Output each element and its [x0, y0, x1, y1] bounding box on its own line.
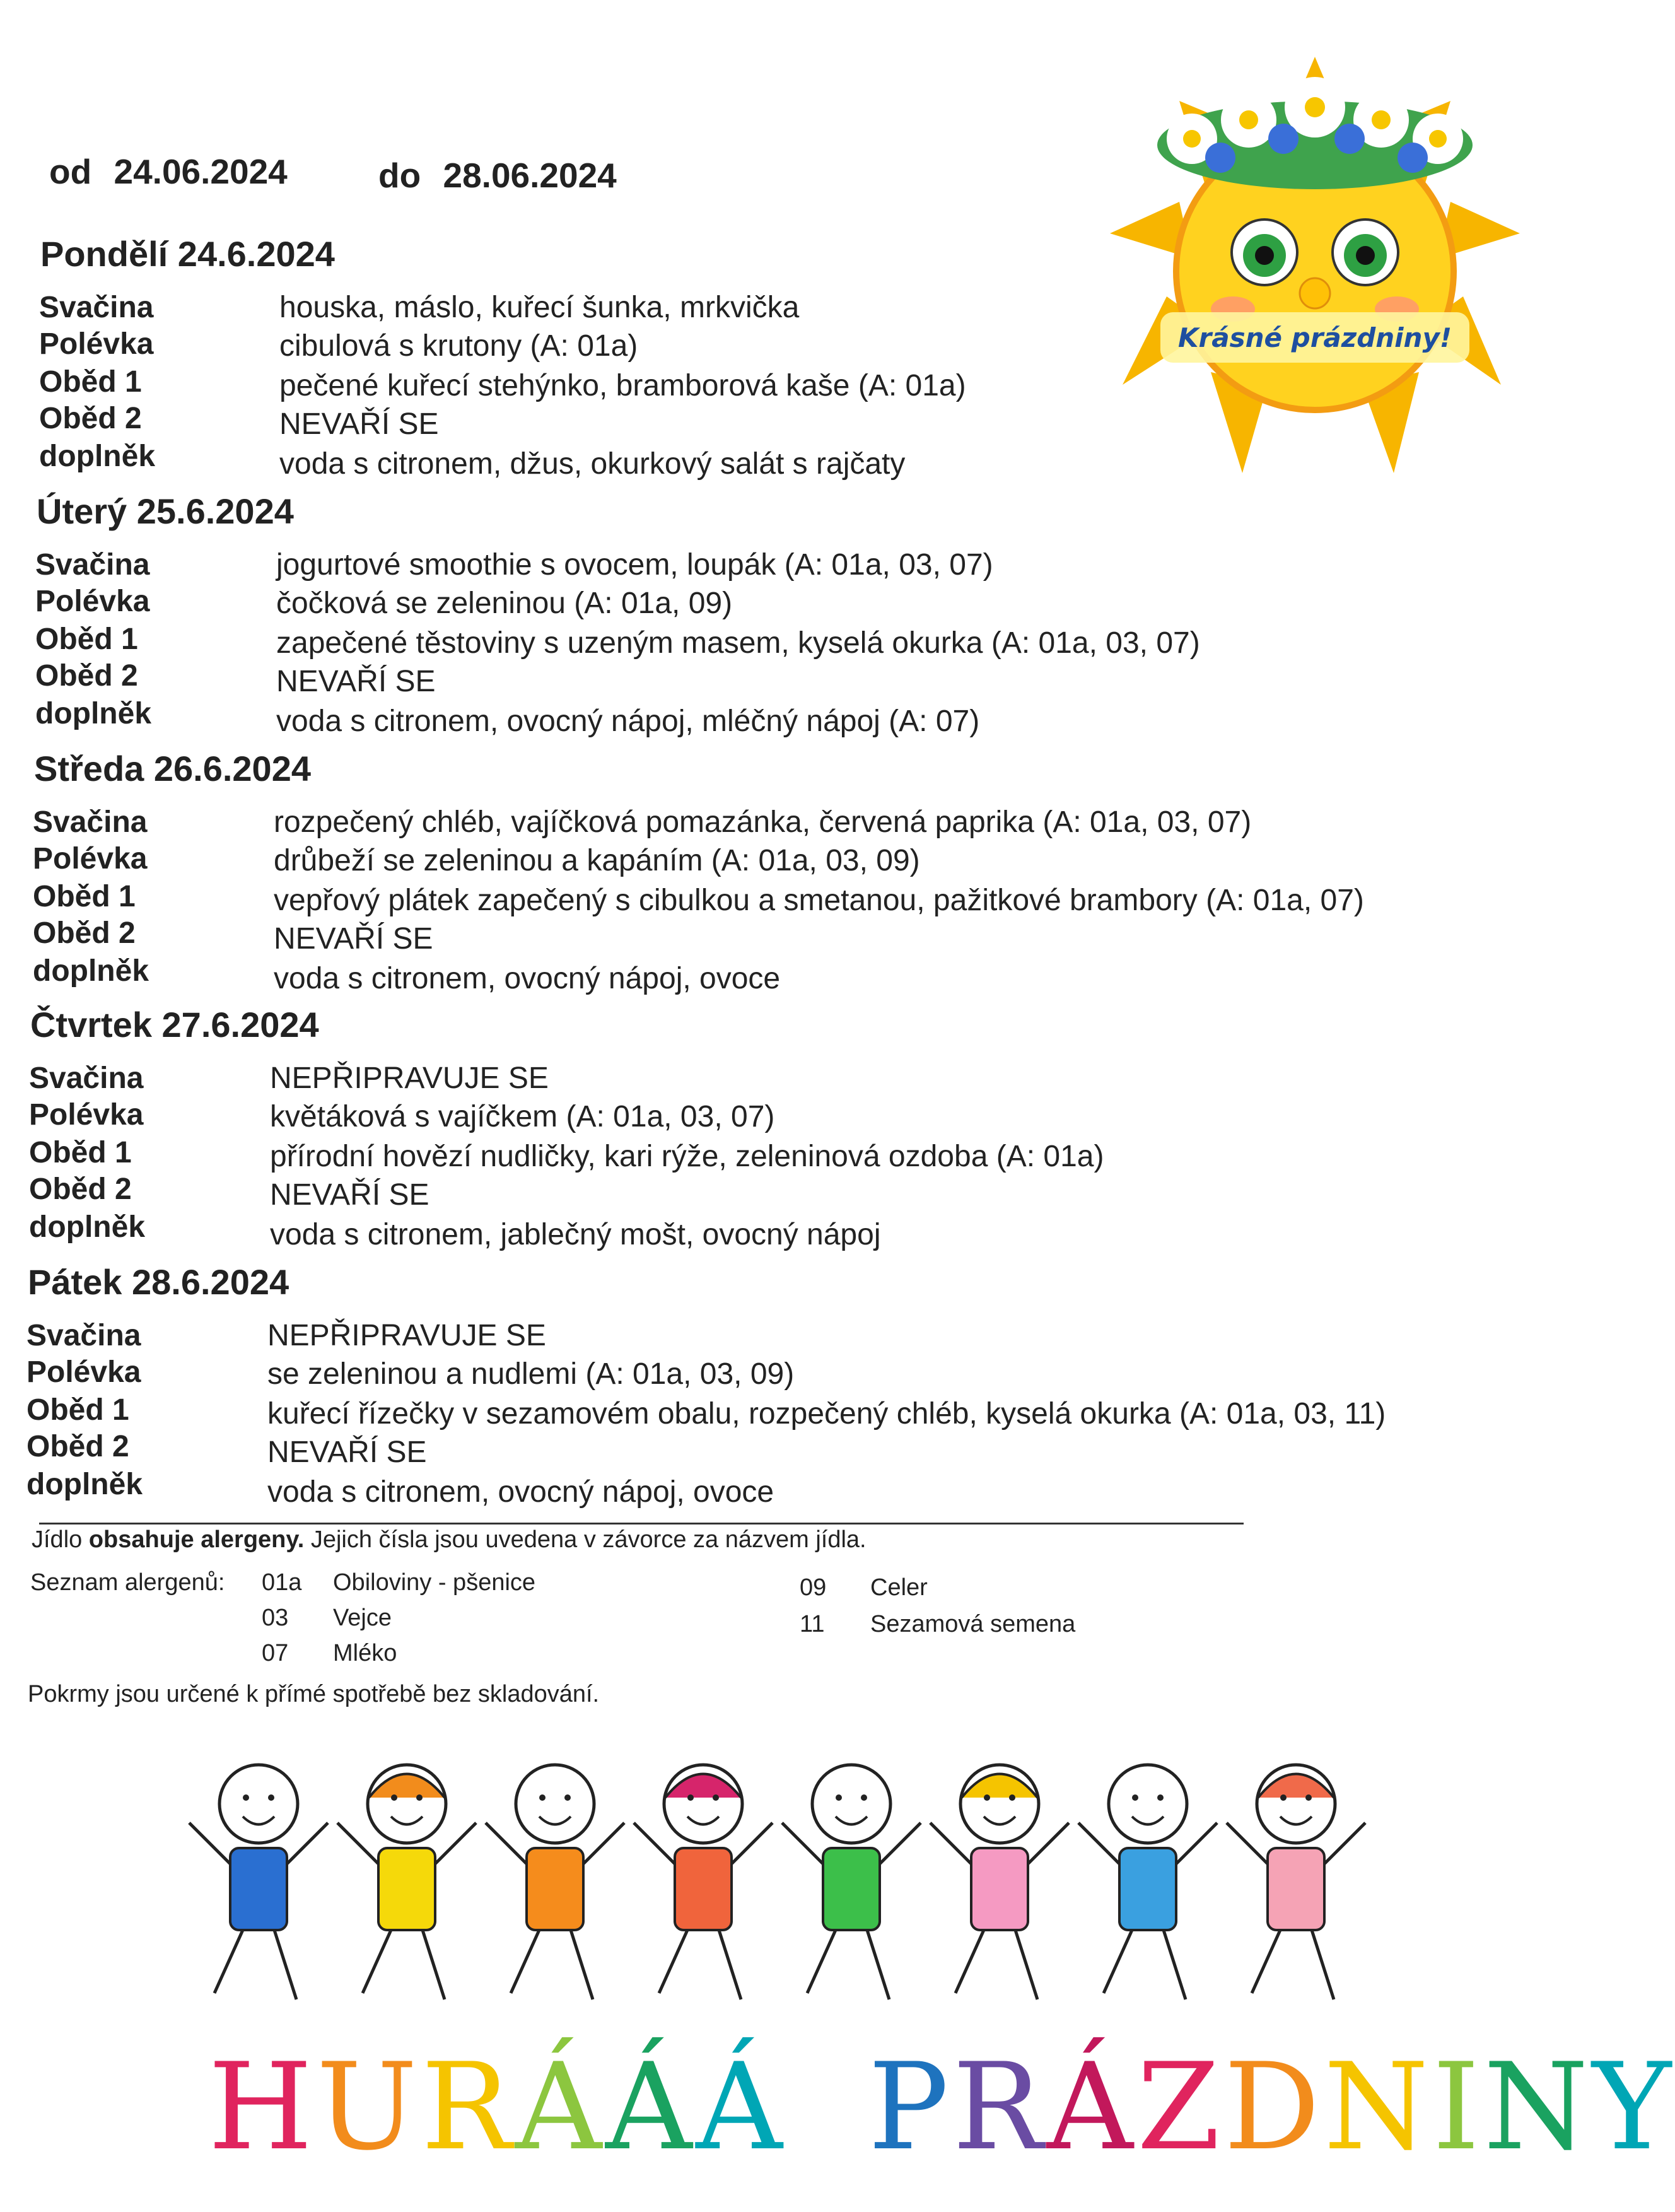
meal-label: Polévka: [39, 327, 154, 361]
meal-label: Polévka: [35, 585, 150, 618]
allergen-name: Celer: [870, 1574, 928, 1601]
meal-label: doplněk: [26, 1468, 143, 1501]
allergen-name: Sezamová semena: [870, 1611, 1076, 1637]
flower-wreath: [1157, 77, 1473, 189]
banner-title: [208, 2037, 1675, 2177]
kid-figure: [337, 1765, 476, 1999]
meal-description: voda s citronem, ovocný nápoj, mléčný nápoj (A: 07): [276, 705, 980, 738]
meal-description: NEVAŘÍ SE: [276, 665, 436, 698]
meal-label: doplněk: [39, 440, 156, 473]
date-range-to: [378, 155, 617, 196]
meal-description: voda s citronem, jablečný mošt, ovocný nápoj: [270, 1218, 881, 1251]
meal-label: Svačina: [35, 548, 150, 582]
meal-label: Polévka: [33, 842, 148, 875]
menu-row: [35, 547, 1423, 585]
meal-description: voda s citronem, ovocný nápoj, ovoce: [274, 962, 781, 995]
menu-row: [33, 841, 1420, 879]
from-date: 24.06.2024: [114, 152, 288, 191]
meal-description: čočková se zeleninou (A: 01a, 09): [276, 587, 733, 620]
menu-row: [39, 327, 1427, 365]
kid-figure: [1227, 1765, 1365, 1999]
kid-figure: [486, 1765, 624, 1999]
banner-word-hura: HURÁÁÁ: [208, 2037, 786, 2177]
menu-row: [33, 954, 1420, 995]
meal-label: Oběd 1: [33, 880, 136, 913]
meal-description: voda s citronem, ovocný nápoj, ovoce: [267, 1475, 774, 1509]
menu-row: [26, 1429, 1414, 1467]
meal-label: Oběd 1: [35, 623, 138, 656]
meal-description: voda s citronem, džus, okurkový salát s rajčaty: [279, 447, 906, 481]
to-label: do: [378, 156, 421, 195]
menu-row: [39, 365, 1427, 402]
meal-label: Oběd 1: [29, 1136, 132, 1169]
menu-row: [26, 1467, 1414, 1509]
menu-row: [35, 622, 1423, 660]
meal-description: květáková s vajíčkem (A: 01a, 03, 07): [270, 1100, 775, 1133]
day-title: Středa 26.6.2024: [34, 749, 311, 788]
menu-row: [26, 1355, 1414, 1393]
meal-label: Oběd 2: [35, 659, 138, 693]
meal-label: Oběd 2: [33, 916, 136, 950]
allergen-code: 07: [262, 1640, 289, 1666]
meal-description: NEPŘIPRAVUJE SE: [267, 1319, 546, 1352]
allergen-code: 03: [262, 1605, 289, 1631]
kid-figure: [189, 1765, 328, 1999]
meal-description: NEPŘIPRAVUJE SE: [270, 1062, 549, 1095]
meal-description: drůbeží se zeleninou a kapáním (A: 01a, 03, 09): [274, 844, 920, 877]
meal-label: Polévka: [26, 1355, 141, 1389]
allergen-code: 11: [800, 1611, 825, 1637]
meal-description: NEVAŘÍ SE: [270, 1178, 429, 1212]
meal-label: Oběd 2: [26, 1430, 129, 1463]
sun-banner-text: Krásné prázdniny!: [1178, 322, 1452, 353]
menu-row: [35, 658, 1423, 696]
kid-figure: [634, 1765, 773, 1999]
meal-label: Svačina: [29, 1062, 144, 1095]
meal-description: pečené kuřecí stehýnko, bramborová kaše (A: 01a): [279, 369, 966, 402]
day-title: Čtvrtek 27.6.2024: [30, 1005, 319, 1045]
day-title: Úterý 25.6.2024: [37, 491, 294, 531]
meal-label: Oběd 1: [26, 1393, 129, 1427]
meal-description: kuřecí řízečky v sezamovém obalu, rozpečený chléb, kyselá okurka (A: 01a, 03, 11): [267, 1397, 1386, 1431]
meal-description: rozpečený chléb, vajíčková pomazánka, červená paprika (A: 01a, 03, 07): [274, 805, 1252, 839]
meal-label: doplněk: [35, 697, 152, 730]
banner-word-prazdniny: PRÁZDNINY: [868, 2037, 1675, 2177]
allergen-name: Obiloviny - pšenice: [333, 1569, 536, 1596]
kids-illustration: [196, 1753, 1400, 2037]
meal-description: NEVAŘÍ SE: [267, 1436, 427, 1469]
meal-label: Oběd 1: [39, 365, 142, 399]
kid-figure: [782, 1765, 921, 1999]
meal-label: Svačina: [26, 1319, 141, 1352]
meal-description: zapečené těstoviny s uzeným masem, kyselá okurka (A: 01a, 03, 07): [276, 626, 1200, 660]
menu-row: [29, 1172, 1416, 1210]
allergen-name: Mléko: [333, 1640, 397, 1666]
to-date: 28.06.2024: [443, 156, 617, 195]
allergen-intro: Jídlo obsahuje alergeny. Jejich čísla jsou uvedena v závorce za názvem jídla.: [32, 1526, 867, 1553]
kid-figure: [930, 1765, 1069, 1999]
menu-row: [35, 696, 1423, 738]
meal-description: houska, máslo, kuřecí šunka, mrkvička: [279, 291, 800, 324]
menu-row: [29, 1135, 1416, 1173]
allergen-name: Vejce: [333, 1605, 392, 1631]
menu-row: [29, 1210, 1416, 1251]
divider-line: [39, 1523, 1244, 1524]
menu-row: [29, 1097, 1416, 1135]
meal-description: vepřový plátek zapečený s cibulkou a smetanou, pažitkové brambory (A: 01a, 07): [274, 884, 1364, 917]
meal-description: NEVAŘÍ SE: [274, 922, 433, 956]
menu-row: [39, 401, 1427, 439]
meal-label: Svačina: [33, 805, 148, 839]
meal-label: Oběd 2: [39, 402, 142, 435]
meal-label: doplněk: [29, 1210, 146, 1244]
menu-row: [35, 584, 1423, 622]
meal-description: NEVAŘÍ SE: [279, 407, 439, 441]
meal-description: přírodní hovězí nudličky, kari rýže, zeleninová ozdoba (A: 01a): [270, 1140, 1104, 1173]
day-title: Pondělí 24.6.2024: [40, 234, 335, 274]
menu-row: [39, 290, 1427, 328]
day-title: Pátek 28.6.2024: [28, 1262, 289, 1302]
meal-label: Svačina: [39, 291, 154, 324]
allergen-code: 01a: [262, 1569, 302, 1596]
allergen-list-label: Seznam alergenů:: [30, 1569, 225, 1596]
menu-row: [26, 1393, 1414, 1431]
meal-description: jogurtové smoothie s ovocem, loupák (A: 01a, 03, 07): [276, 548, 993, 582]
allergen-code: 09: [800, 1574, 827, 1601]
storage-note: Pokrmy jsou určené k přímé spotřebě bez skladování.: [28, 1681, 600, 1707]
menu-row: [33, 805, 1420, 843]
meal-label: Oběd 2: [29, 1173, 132, 1206]
menu-row: [39, 439, 1427, 481]
meal-description: cibulová s krutony (A: 01a): [279, 329, 638, 363]
date-range: [49, 151, 288, 192]
from-label: od: [49, 152, 92, 191]
meal-label: Polévka: [29, 1098, 144, 1132]
meal-label: doplněk: [33, 954, 149, 988]
menu-row: [26, 1318, 1414, 1356]
kid-figure: [1078, 1765, 1217, 1999]
menu-row: [33, 916, 1420, 954]
meal-description: se zeleninou a nudlemi (A: 01a, 03, 09): [267, 1357, 795, 1391]
menu-row: [33, 879, 1420, 917]
menu-row: [29, 1061, 1416, 1099]
